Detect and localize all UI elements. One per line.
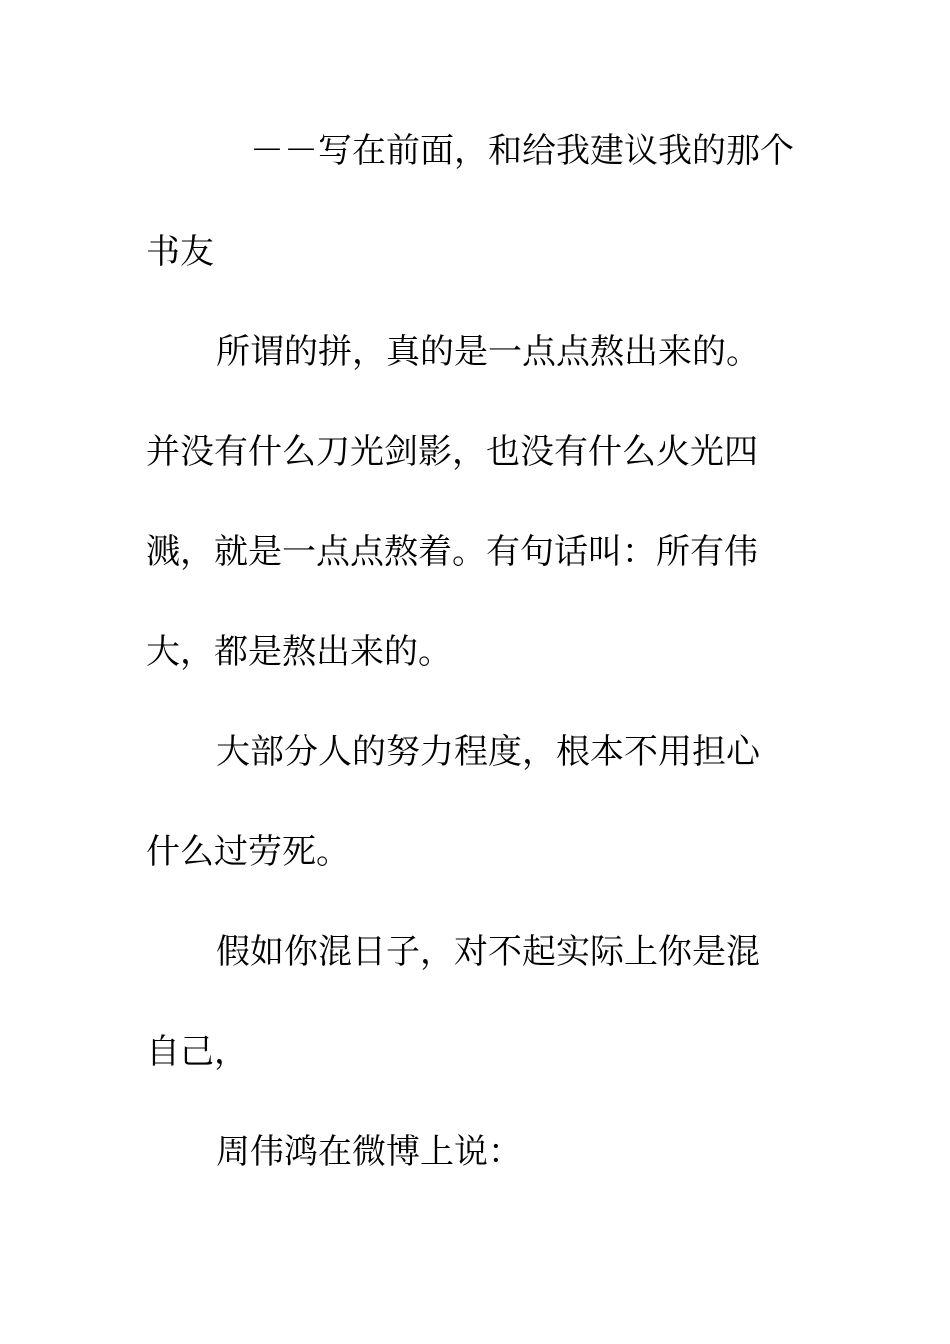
text-line-paragraph-1-cont: 并没有什么刀光剑影，也没有什么火光四 xyxy=(146,432,758,472)
text-line-paragraph-4: 周伟鸿在微博上说： xyxy=(216,1132,522,1172)
text-line-paragraph-3: 假如你混日子，对不起实际上你是混 xyxy=(216,932,760,972)
text-line-paragraph-2-cont: 什么过劳死。 xyxy=(146,832,350,872)
text-line-intro: －－写在前面，和给我建议我的那个 xyxy=(250,131,794,171)
text-line-paragraph-1: 所谓的拼，真的是一点点熬出来的。 xyxy=(216,332,760,372)
text-line-paragraph-2: 大部分人的努力程度，根本不用担心 xyxy=(216,732,760,772)
text-line-paragraph-1-cont: 溅，就是一点点熬着。有句话叫：所有伟 xyxy=(146,532,758,572)
text-line-intro-cont: 书友 xyxy=(146,232,214,272)
text-line-paragraph-1-cont: 大，都是熬出来的。 xyxy=(146,632,452,672)
text-line-paragraph-3-cont: 自己， xyxy=(146,1032,248,1072)
